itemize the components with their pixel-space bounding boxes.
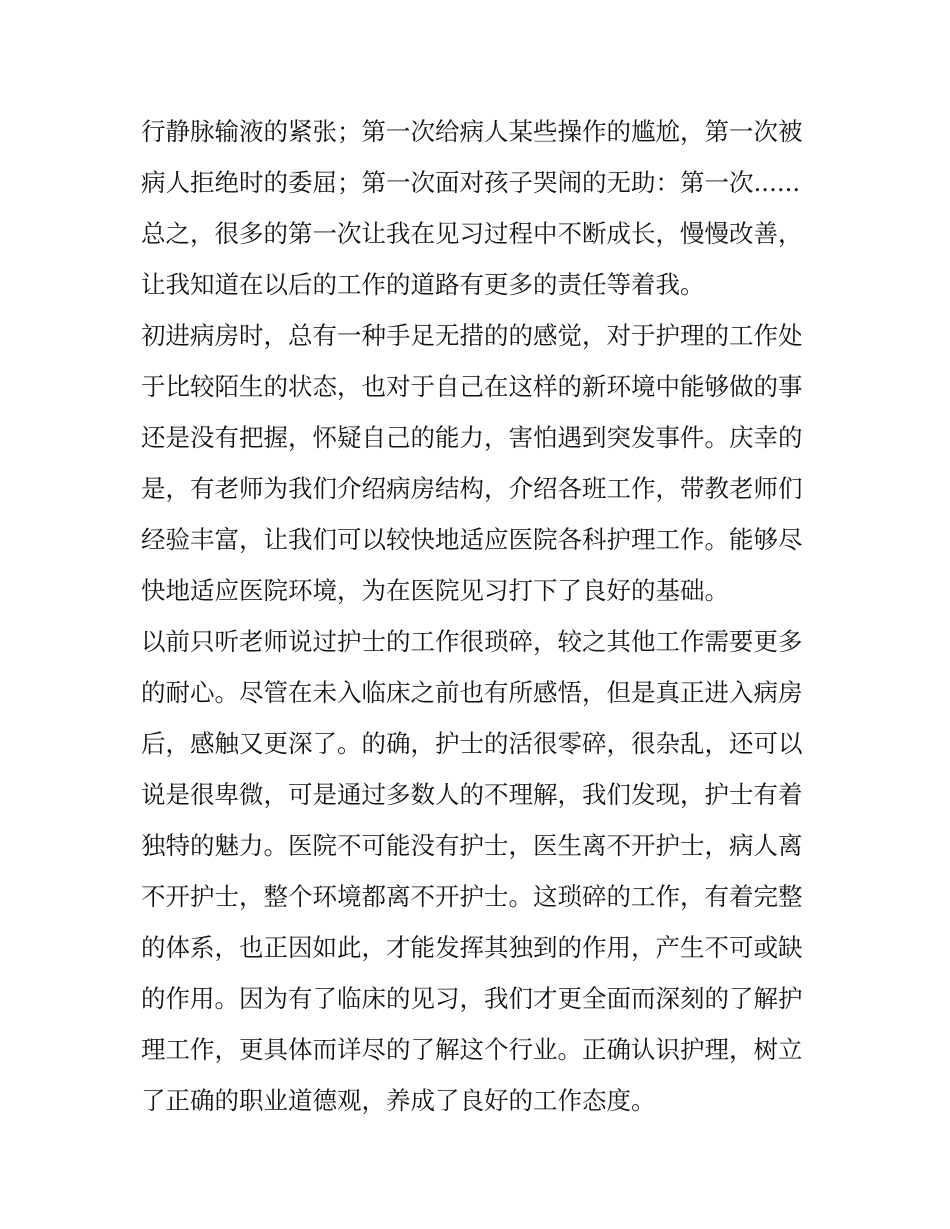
text-line: 初进病房时，总有一种手足无措的的感觉，对于护理的工作处	[141, 321, 803, 350]
text-line: 后，感触又更深了。的确，护士的活很零碎，很杂乱，还可以	[141, 729, 803, 758]
text-line: 经验丰富，让我们可以较快地适应医院各科护理工作。能够尽	[141, 525, 803, 554]
text-line: 还是没有把握，怀疑自己的能力，害怕遇到突发事件。庆幸的	[141, 423, 803, 452]
text-line: 是，有老师为我们介绍病房结构，介绍各班工作，带教老师们	[141, 474, 803, 503]
text-line: 的耐心。尽管在未入临床之前也有所感悟，但是真正进入病房	[141, 678, 803, 707]
text-line: 的体系，也正因如此，才能发挥其独到的作用，产生不可或缺	[141, 933, 803, 962]
text-line: 总之，很多的第一次让我在见习过程中不断成长，慢慢改善，	[141, 219, 803, 248]
text-line: 行静脉输液的紧张；第一次给病人某些操作的尴尬，第一次被	[141, 117, 803, 146]
text-line: 的作用。因为有了临床的见习，我们才更全面而深刻的了解护	[141, 984, 803, 1013]
text-line: 以前只听老师说过护士的工作很琐碎，较之其他工作需要更多	[141, 627, 803, 656]
text-line: 说是很卑微，可是通过多数人的不理解，我们发现，护士有着	[141, 780, 803, 809]
body-text	[141, 106, 813, 1126]
text-line: 病人拒绝时的委屈；第一次面对孩子哭闹的无助：第一次......	[141, 168, 801, 197]
text-line: 独特的魅力。医院不可能没有护士，医生离不开护士，病人离	[141, 831, 803, 860]
text-line: 了正确的职业道德观，养成了良好的工作态度。	[141, 1086, 656, 1115]
text-line: 不开护士，整个环境都离不开护士。这琐碎的工作，有着完整	[141, 882, 803, 911]
text-line: 让我知道在以后的工作的道路有更多的责任等着我。	[141, 270, 705, 299]
text-line: 于比较陌生的状态，也对于自己在这样的新环境中能够做的事	[141, 372, 803, 401]
text-line: 理工作，更具体而详尽的了解这个行业。正确认识护理，树立	[141, 1035, 803, 1064]
text-line: 快地适应医院环境，为在医院见习打下了良好的基础。	[141, 576, 729, 605]
